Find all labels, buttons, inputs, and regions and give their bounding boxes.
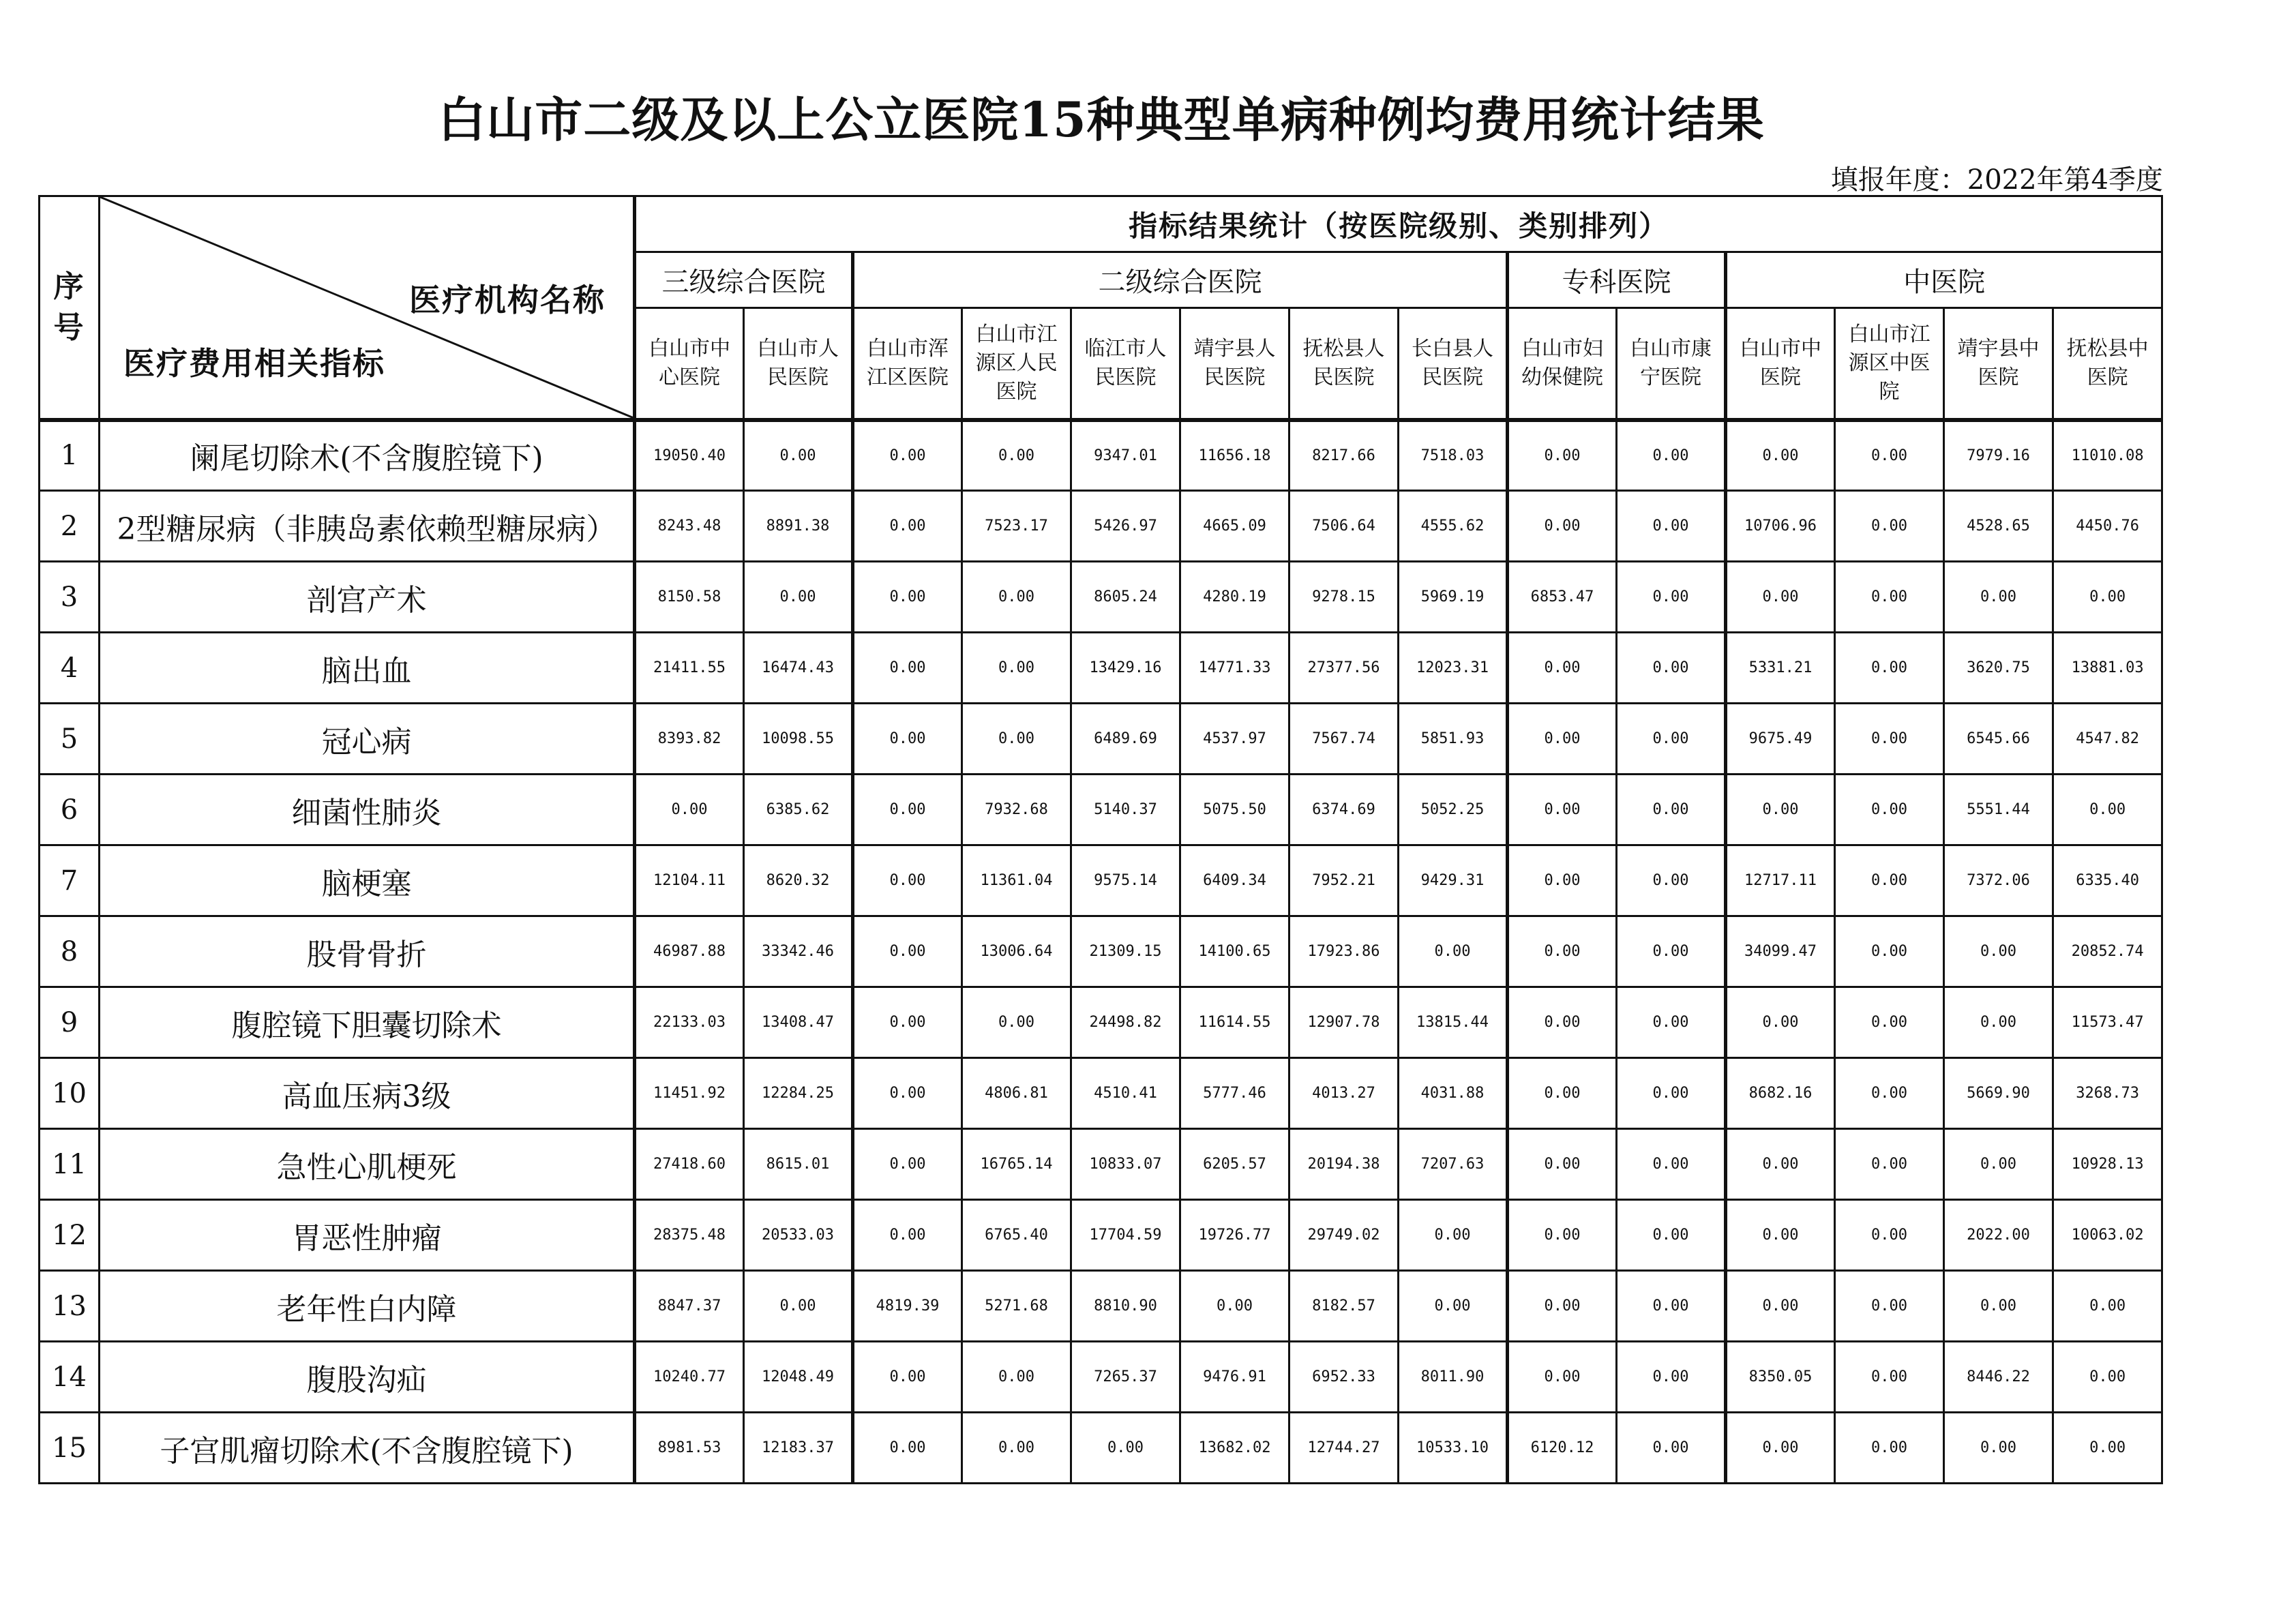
cost-value-cell: 8981.53 [635, 1413, 744, 1484]
cost-value-cell: 17923.86 [1289, 916, 1399, 987]
cost-value-cell: 13429.16 [1071, 633, 1180, 704]
cost-value-cell: 12183.37 [744, 1413, 853, 1484]
cost-value-cell: 7932.68 [962, 775, 1071, 845]
table-row [40, 1271, 2162, 1342]
cost-value-cell: 0.00 [1835, 420, 1944, 491]
cost-value-cell: 8350.05 [1726, 1342, 1835, 1413]
hospital-name: 靖宇县中 医院 [1957, 336, 2040, 389]
cost-value-cell: 0.00 [853, 562, 962, 633]
cost-value-cell: 0.00 [853, 845, 962, 916]
row-seq: 12 [40, 1200, 100, 1271]
hospital-header [1835, 308, 1944, 420]
cost-value-cell: 6765.40 [962, 1200, 1071, 1271]
row-seq: 8 [40, 916, 100, 987]
cost-value-cell: 4280.19 [1180, 562, 1289, 633]
cost-value-cell: 4547.82 [2053, 704, 2162, 775]
hospital-header [1944, 308, 2053, 420]
cost-value-cell: 9575.14 [1071, 845, 1180, 916]
cost-value-cell: 0.00 [1180, 1271, 1289, 1342]
cost-value-cell: 0.00 [1835, 1271, 1944, 1342]
cost-value-cell: 7506.64 [1289, 491, 1399, 562]
cost-value-cell: 0.00 [1508, 633, 1617, 704]
row-seq: 2 [40, 491, 100, 562]
row-seq: 11 [40, 1129, 100, 1200]
cost-value-cell: 9347.01 [1071, 420, 1180, 491]
cost-value-cell: 7265.37 [1071, 1342, 1180, 1413]
cost-value-cell: 5777.46 [1180, 1058, 1289, 1129]
row-seq: 7 [40, 845, 100, 916]
cost-value-cell: 0.00 [853, 1413, 962, 1484]
cost-value-cell: 5075.50 [1180, 775, 1289, 845]
table-row [40, 1200, 2162, 1271]
cost-value-cell: 29749.02 [1289, 1200, 1399, 1271]
row-indicator: 股骨骨折 [100, 916, 635, 987]
group-header: 中医院 [1726, 252, 2162, 308]
cost-value-cell: 0.00 [1835, 1129, 1944, 1200]
cost-value-cell: 0.00 [1617, 704, 1726, 775]
cost-value-cell: 12744.27 [1289, 1413, 1399, 1484]
cost-value-cell: 7567.74 [1289, 704, 1399, 775]
cost-value-cell: 0.00 [1508, 987, 1617, 1058]
cost-value-cell: 28375.48 [635, 1200, 744, 1271]
cost-value-cell: 0.00 [1835, 775, 1944, 845]
cost-value-cell: 0.00 [1508, 1129, 1617, 1200]
cost-statistics-table [38, 195, 2163, 1484]
cost-value-cell: 11361.04 [962, 845, 1071, 916]
cost-value-cell: 0.00 [1726, 987, 1835, 1058]
cost-value-cell: 0.00 [744, 1271, 853, 1342]
cost-value-cell: 0.00 [1508, 845, 1617, 916]
cost-value-cell: 13006.64 [962, 916, 1071, 987]
hospital-name: 白山市人 民医院 [757, 336, 839, 389]
cost-value-cell: 16765.14 [962, 1129, 1071, 1200]
cost-value-cell: 19726.77 [1180, 1200, 1289, 1271]
cost-value-cell: 0.00 [1726, 1413, 1835, 1484]
cost-value-cell: 0.00 [1617, 1271, 1726, 1342]
cost-value-cell: 0.00 [744, 562, 853, 633]
row-seq: 10 [40, 1058, 100, 1129]
cost-value-cell: 8150.58 [635, 562, 744, 633]
cost-value-cell: 24498.82 [1071, 987, 1180, 1058]
cost-value-cell: 7372.06 [1944, 845, 2053, 916]
cost-value-cell: 12717.11 [1726, 845, 1835, 916]
cost-value-cell: 0.00 [1399, 916, 1508, 987]
cost-value-cell: 5551.44 [1944, 775, 2053, 845]
cost-value-cell: 8847.37 [635, 1271, 744, 1342]
cost-value-cell: 0.00 [1617, 420, 1726, 491]
cost-value-cell: 0.00 [1508, 491, 1617, 562]
cost-value-cell: 6545.66 [1944, 704, 2053, 775]
cost-value-cell: 0.00 [1617, 845, 1726, 916]
cost-value-cell: 14771.33 [1180, 633, 1289, 704]
row-indicator: 子宫肌瘤切除术(不含腹腔镜下) [100, 1413, 635, 1484]
cost-value-cell: 8011.90 [1399, 1342, 1508, 1413]
cost-value-cell: 0.00 [1508, 420, 1617, 491]
table-row [40, 1129, 2162, 1200]
cost-value-cell: 0.00 [1835, 987, 1944, 1058]
cost-value-cell: 9429.31 [1399, 845, 1508, 916]
cost-value-cell: 3620.75 [1944, 633, 2053, 704]
cost-value-cell: 0.00 [962, 704, 1071, 775]
cost-value-cell: 13408.47 [744, 987, 853, 1058]
hospital-name: 临江市人 民医院 [1084, 336, 1167, 389]
cost-value-cell: 0.00 [962, 562, 1071, 633]
row-indicator: 细菌性肺炎 [100, 775, 635, 845]
cost-value-cell: 9675.49 [1726, 704, 1835, 775]
cost-value-cell: 0.00 [2053, 1413, 2162, 1484]
row-indicator: 急性心肌梗死 [100, 1129, 635, 1200]
cost-value-cell: 4555.62 [1399, 491, 1508, 562]
row-indicator: 2型糖尿病（非胰岛素依赖型糖尿病） [100, 491, 635, 562]
cost-value-cell: 8605.24 [1071, 562, 1180, 633]
cost-value-cell: 0.00 [962, 1413, 1071, 1484]
cost-value-cell: 0.00 [1835, 704, 1944, 775]
cost-value-cell: 10833.07 [1071, 1129, 1180, 1200]
table-row [40, 916, 2162, 987]
cost-value-cell: 0.00 [853, 775, 962, 845]
cost-value-cell: 0.00 [2053, 562, 2162, 633]
cost-value-cell: 21411.55 [635, 633, 744, 704]
cost-value-cell: 6489.69 [1071, 704, 1180, 775]
cost-value-cell: 7523.17 [962, 491, 1071, 562]
cost-value-cell: 0.00 [1617, 562, 1726, 633]
row-seq: 4 [40, 633, 100, 704]
cost-value-cell: 4013.27 [1289, 1058, 1399, 1129]
cost-value-cell: 20194.38 [1289, 1129, 1399, 1200]
cost-value-cell: 0.00 [853, 1200, 962, 1271]
cost-value-cell: 7518.03 [1399, 420, 1508, 491]
cost-value-cell: 0.00 [1617, 491, 1726, 562]
row-indicator: 老年性白内障 [100, 1271, 635, 1342]
cost-value-cell: 0.00 [1726, 1129, 1835, 1200]
cost-value-cell: 4031.88 [1399, 1058, 1508, 1129]
cost-value-cell: 46987.88 [635, 916, 744, 987]
cost-value-cell: 20533.03 [744, 1200, 853, 1271]
cost-value-cell: 4510.41 [1071, 1058, 1180, 1129]
cost-value-cell: 0.00 [1508, 1058, 1617, 1129]
hospital-header [1726, 308, 1835, 420]
cost-value-cell: 6385.62 [744, 775, 853, 845]
cost-value-cell: 0.00 [1726, 562, 1835, 633]
row-seq: 3 [40, 562, 100, 633]
cost-value-cell: 0.00 [853, 987, 962, 1058]
diagonal-header-cell [100, 196, 635, 420]
cost-value-cell: 8810.90 [1071, 1271, 1180, 1342]
row-seq: 9 [40, 987, 100, 1058]
cost-value-cell: 0.00 [1726, 1271, 1835, 1342]
cost-value-cell: 10098.55 [744, 704, 853, 775]
seq-header [40, 196, 100, 420]
cost-value-cell: 0.00 [744, 420, 853, 491]
cost-value-cell: 5426.97 [1071, 491, 1180, 562]
cost-value-cell: 9476.91 [1180, 1342, 1289, 1413]
group-header: 二级综合医院 [853, 252, 1508, 308]
cost-value-cell: 5271.68 [962, 1271, 1071, 1342]
row-indicator: 脑梗塞 [100, 845, 635, 916]
cost-value-cell: 3268.73 [2053, 1058, 2162, 1129]
cost-value-cell: 12284.25 [744, 1058, 853, 1129]
cost-value-cell: 14100.65 [1180, 916, 1289, 987]
cost-value-cell: 0.00 [1726, 775, 1835, 845]
cost-value-cell: 0.00 [962, 420, 1071, 491]
cost-value-cell: 7952.21 [1289, 845, 1399, 916]
cost-value-cell: 21309.15 [1071, 916, 1180, 987]
hospital-header [962, 308, 1071, 420]
hospital-name: 白山市中 医院 [1740, 336, 1821, 389]
cost-value-cell: 6205.57 [1180, 1129, 1289, 1200]
hospital-name: 白山市康 宁医院 [1630, 336, 1712, 389]
cost-value-cell: 0.00 [1617, 916, 1726, 987]
cost-value-cell: 0.00 [1835, 1342, 1944, 1413]
cost-value-cell: 0.00 [1617, 1200, 1726, 1271]
cost-value-cell: 13881.03 [2053, 633, 2162, 704]
cost-value-cell: 0.00 [853, 916, 962, 987]
cost-value-cell: 5140.37 [1071, 775, 1180, 845]
cost-value-cell: 13682.02 [1180, 1413, 1289, 1484]
cost-value-cell: 11614.55 [1180, 987, 1289, 1058]
cost-value-cell: 0.00 [1835, 916, 1944, 987]
hospital-name: 抚松县中 医院 [2066, 336, 2149, 389]
hospital-header [744, 308, 853, 420]
cost-value-cell: 0.00 [1835, 1413, 1944, 1484]
hospital-header [1508, 308, 1617, 420]
cost-value-cell: 22133.03 [635, 987, 744, 1058]
table-row [40, 775, 2162, 845]
cost-value-cell: 0.00 [1617, 633, 1726, 704]
seq-header-char: 序 [53, 269, 85, 304]
hospital-name: 白山市浑 江区医院 [867, 336, 949, 389]
cost-value-cell: 5052.25 [1399, 775, 1508, 845]
cost-value-cell: 0.00 [1835, 562, 1944, 633]
seq-header-char: 号 [53, 310, 85, 345]
table-row [40, 633, 2162, 704]
cost-value-cell: 0.00 [1399, 1271, 1508, 1342]
cost-value-cell: 10706.96 [1726, 491, 1835, 562]
table-row [40, 987, 2162, 1058]
cost-value-cell: 8182.57 [1289, 1271, 1399, 1342]
row-indicator: 高血压病3级 [100, 1058, 635, 1129]
table-row [40, 1058, 2162, 1129]
cost-value-cell: 6120.12 [1508, 1413, 1617, 1484]
hospital-header [853, 308, 962, 420]
cost-value-cell: 6335.40 [2053, 845, 2162, 916]
cost-value-cell: 0.00 [853, 1129, 962, 1200]
cost-value-cell: 10063.02 [2053, 1200, 2162, 1271]
cost-value-cell: 0.00 [2053, 775, 2162, 845]
cost-value-cell: 0.00 [853, 1058, 962, 1129]
cost-value-cell: 5851.93 [1399, 704, 1508, 775]
cost-value-cell: 0.00 [962, 1342, 1071, 1413]
row-seq: 5 [40, 704, 100, 775]
table-row [40, 562, 2162, 633]
cost-value-cell: 0.00 [1835, 633, 1944, 704]
hospital-name: 靖宇县人 民医院 [1193, 336, 1276, 389]
row-seq: 15 [40, 1413, 100, 1484]
hospital-header [1399, 308, 1508, 420]
cost-value-cell: 2022.00 [1944, 1200, 2053, 1271]
hospital-name: 白山市江 源区人民 医院 [975, 322, 1058, 404]
table-row [40, 1342, 2162, 1413]
cost-value-cell: 4665.09 [1180, 491, 1289, 562]
cost-value-cell: 0.00 [1617, 1342, 1726, 1413]
cost-value-cell: 0.00 [1944, 916, 2053, 987]
cost-value-cell: 11451.92 [635, 1058, 744, 1129]
cost-value-cell: 0.00 [962, 987, 1071, 1058]
table-row [40, 491, 2162, 562]
cost-value-cell: 0.00 [1835, 845, 1944, 916]
cost-value-cell: 8393.82 [635, 704, 744, 775]
cost-value-cell: 0.00 [1617, 1413, 1726, 1484]
cost-value-cell: 0.00 [1617, 987, 1726, 1058]
cost-value-cell: 8217.66 [1289, 420, 1399, 491]
cost-value-cell: 4819.39 [853, 1271, 962, 1342]
cost-value-cell: 0.00 [853, 704, 962, 775]
cost-value-cell: 4537.97 [1180, 704, 1289, 775]
cost-value-cell: 11010.08 [2053, 420, 2162, 491]
cost-value-cell: 6374.69 [1289, 775, 1399, 845]
hospital-name: 抚松县人 民医院 [1302, 336, 1385, 389]
page-title: 白山市二级及以上公立医院15种典型单病种例均费用统计结果 [438, 91, 1765, 148]
cost-value-cell: 0.00 [1617, 775, 1726, 845]
cost-value-cell: 0.00 [1508, 775, 1617, 845]
row-seq: 1 [40, 420, 100, 491]
table-header [40, 196, 2162, 420]
row-indicator: 腹腔镜下胆囊切除术 [100, 987, 635, 1058]
row-indicator: 剖宫产术 [100, 562, 635, 633]
cost-value-cell: 6853.47 [1508, 562, 1617, 633]
row-indicator: 阑尾切除术(不含腹腔镜下) [100, 420, 635, 491]
hospital-header [635, 308, 744, 420]
cost-value-cell: 12104.11 [635, 845, 744, 916]
cost-value-cell: 19050.40 [635, 420, 744, 491]
table-row [40, 704, 2162, 775]
cost-value-cell: 4528.65 [1944, 491, 2053, 562]
cost-value-cell: 10928.13 [2053, 1129, 2162, 1200]
hospital-header [1180, 308, 1289, 420]
hospital-name: 白山市妇 幼保健院 [1521, 336, 1603, 389]
cost-value-cell: 12907.78 [1289, 987, 1399, 1058]
cost-value-cell: 0.00 [962, 633, 1071, 704]
hospital-name: 白山市中 心医院 [648, 336, 730, 389]
cost-value-cell: 13815.44 [1399, 987, 1508, 1058]
group-header: 专科医院 [1508, 252, 1726, 308]
report-period: 填报年度：2022年第4季度 [1830, 164, 2163, 196]
cost-value-cell: 0.00 [2053, 1271, 2162, 1342]
cost-value-cell: 0.00 [1726, 420, 1835, 491]
row-indicator: 冠心病 [100, 704, 635, 775]
cost-value-cell: 6409.34 [1180, 845, 1289, 916]
cost-value-cell: 9278.15 [1289, 562, 1399, 633]
cost-value-cell: 0.00 [853, 1342, 962, 1413]
cost-value-cell: 6952.33 [1289, 1342, 1399, 1413]
cost-value-cell: 0.00 [1508, 1342, 1617, 1413]
cost-value-cell: 0.00 [635, 775, 744, 845]
table-body [40, 420, 2162, 1484]
cost-value-cell: 0.00 [1944, 1129, 2053, 1200]
table-row [40, 420, 2162, 491]
cost-value-cell: 34099.47 [1726, 916, 1835, 987]
cost-value-cell: 10240.77 [635, 1342, 744, 1413]
cost-value-cell: 8446.22 [1944, 1342, 2053, 1413]
cost-value-cell: 12023.31 [1399, 633, 1508, 704]
cost-value-cell: 0.00 [1726, 1200, 1835, 1271]
cost-value-cell: 12048.49 [744, 1342, 853, 1413]
cost-value-cell: 0.00 [1508, 1200, 1617, 1271]
cost-value-cell: 7979.16 [1944, 420, 2053, 491]
institution-label: 医疗机构名称 [409, 282, 606, 318]
cost-value-cell: 11656.18 [1180, 420, 1289, 491]
cost-value-cell: 0.00 [853, 633, 962, 704]
cost-value-cell: 16474.43 [744, 633, 853, 704]
cost-value-cell: 5331.21 [1726, 633, 1835, 704]
cost-value-cell: 27418.60 [635, 1129, 744, 1200]
cost-value-cell: 0.00 [853, 491, 962, 562]
hospital-name: 长白县人 民医院 [1412, 336, 1493, 389]
cost-value-cell: 33342.46 [744, 916, 853, 987]
group-header: 三级综合医院 [635, 252, 853, 308]
cost-value-cell: 0.00 [1944, 987, 2053, 1058]
cost-value-cell: 0.00 [1835, 491, 1944, 562]
cost-value-cell: 8243.48 [635, 491, 744, 562]
cost-value-cell: 27377.56 [1289, 633, 1399, 704]
cost-value-cell: 0.00 [1944, 1271, 2053, 1342]
cost-value-cell: 7207.63 [1399, 1129, 1508, 1200]
row-seq: 6 [40, 775, 100, 845]
cost-value-cell: 0.00 [1617, 1058, 1726, 1129]
cost-value-cell: 8682.16 [1726, 1058, 1835, 1129]
cost-value-cell: 0.00 [1399, 1200, 1508, 1271]
hospital-header [1289, 308, 1399, 420]
cost-value-cell: 8891.38 [744, 491, 853, 562]
hospital-header [1617, 308, 1726, 420]
cost-value-cell: 0.00 [1835, 1200, 1944, 1271]
cost-value-cell: 5669.90 [1944, 1058, 2053, 1129]
stats-header: 指标结果统计（按医院级别、类别排列） [635, 196, 2162, 252]
hospital-name: 白山市江 源区中医 院 [1848, 322, 1930, 404]
row-indicator: 脑出血 [100, 633, 635, 704]
table-row [40, 1413, 2162, 1484]
cost-value-cell: 4450.76 [2053, 491, 2162, 562]
cost-value-cell: 4806.81 [962, 1058, 1071, 1129]
row-seq: 13 [40, 1271, 100, 1342]
cost-value-cell: 5969.19 [1399, 562, 1508, 633]
table-row [40, 845, 2162, 916]
hospital-header [2053, 308, 2162, 420]
cost-value-cell: 11573.47 [2053, 987, 2162, 1058]
cost-value-cell: 8620.32 [744, 845, 853, 916]
row-indicator: 腹股沟疝 [100, 1342, 635, 1413]
cost-value-cell: 0.00 [853, 420, 962, 491]
cost-value-cell: 0.00 [1944, 562, 2053, 633]
cost-value-cell: 0.00 [2053, 1342, 2162, 1413]
row-seq: 14 [40, 1342, 100, 1413]
cost-value-cell: 0.00 [1508, 704, 1617, 775]
row-indicator: 胃恶性肿瘤 [100, 1200, 635, 1271]
cost-value-cell: 10533.10 [1399, 1413, 1508, 1484]
cost-value-cell: 17704.59 [1071, 1200, 1180, 1271]
cost-value-cell: 0.00 [1944, 1413, 2053, 1484]
cost-value-cell: 8615.01 [744, 1129, 853, 1200]
cost-value-cell: 0.00 [1508, 916, 1617, 987]
cost-value-cell: 20852.74 [2053, 916, 2162, 987]
indicator-label: 医疗费用相关指标 [123, 344, 385, 382]
hospital-header [1071, 308, 1180, 420]
cost-value-cell: 0.00 [1508, 1271, 1617, 1342]
cost-value-cell: 0.00 [1071, 1413, 1180, 1484]
cost-value-cell: 0.00 [1835, 1058, 1944, 1129]
cost-value-cell: 0.00 [1617, 1129, 1726, 1200]
